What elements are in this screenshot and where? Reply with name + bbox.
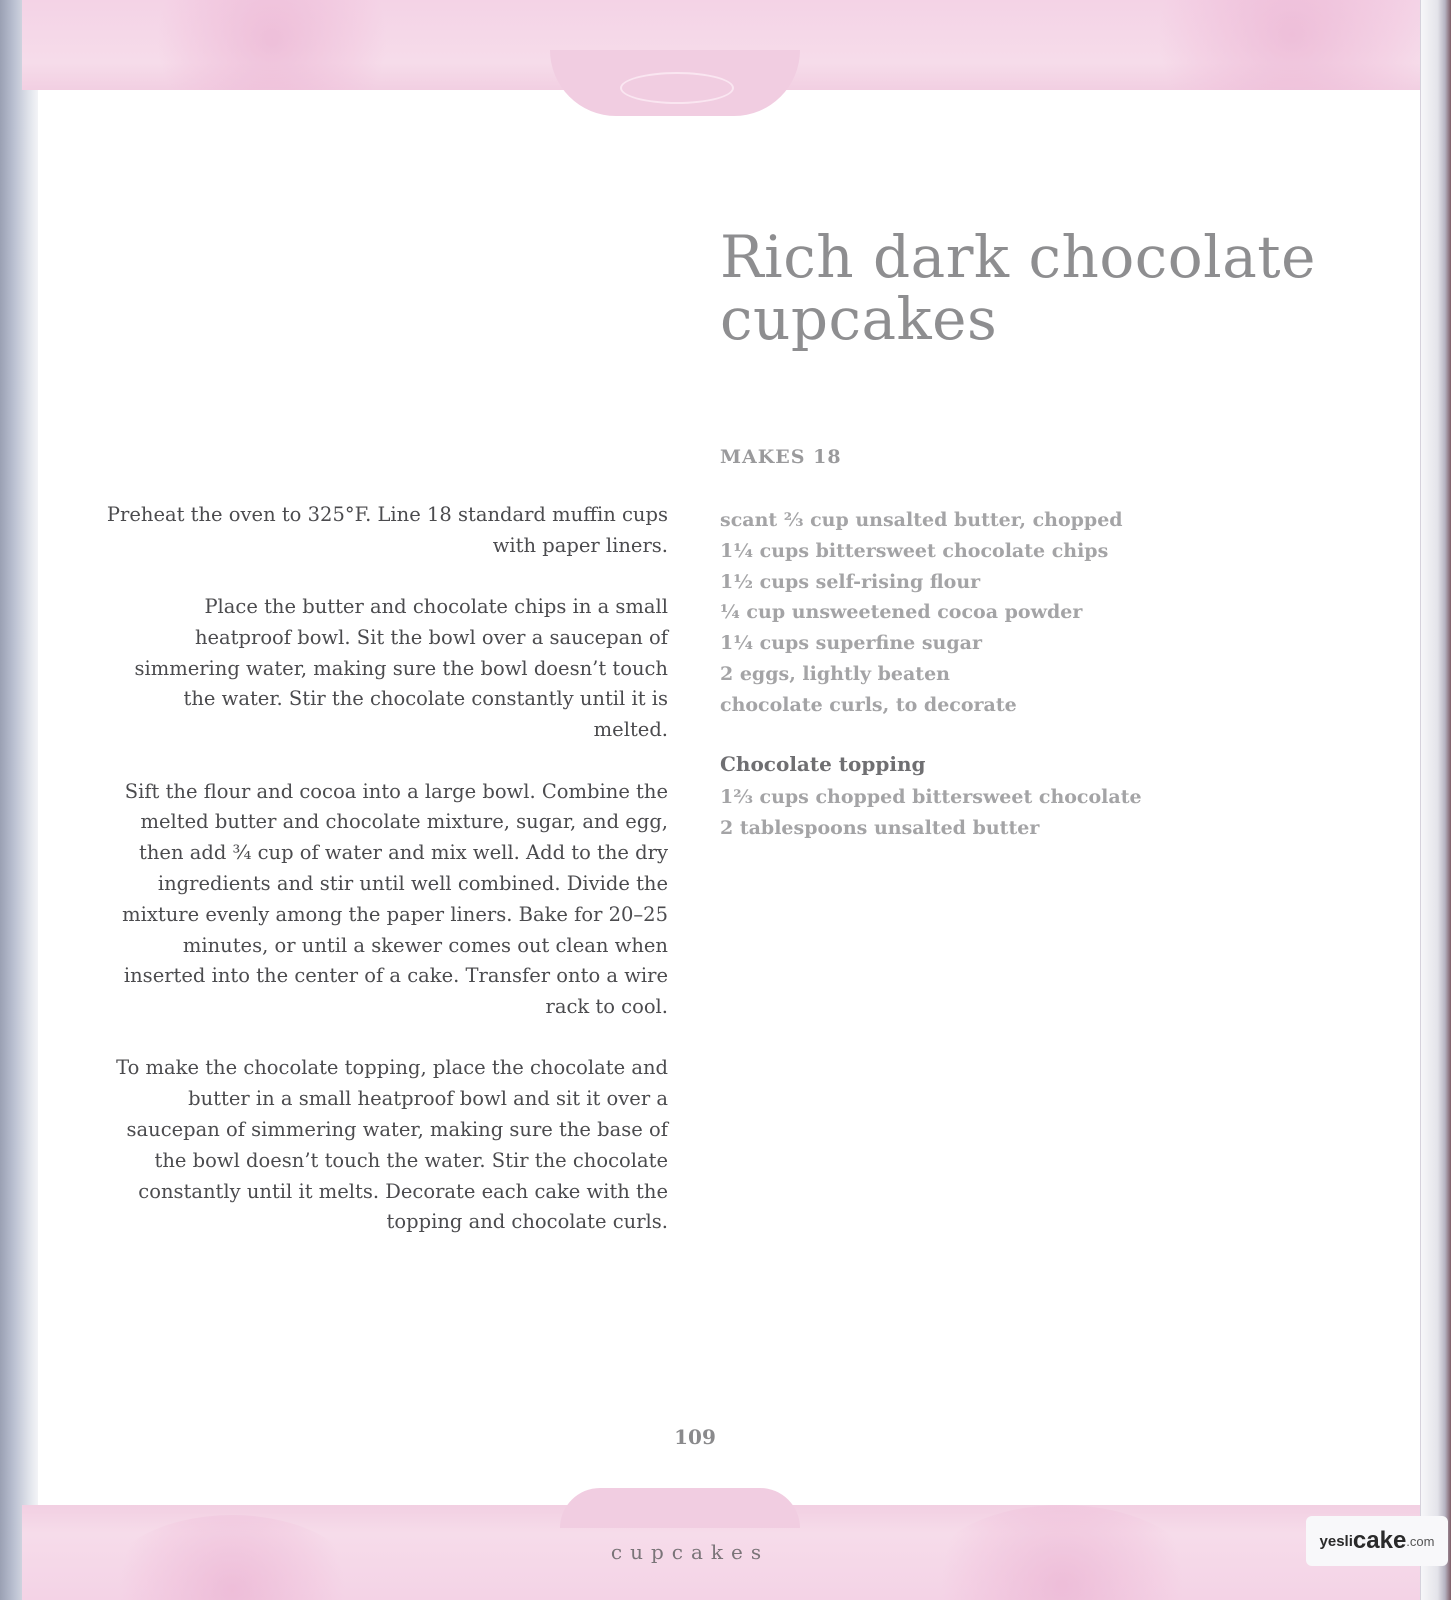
method-step: Preheat the oven to 325°F. Line 18 standard muffin cups with paper liners. bbox=[106, 503, 668, 557]
ingredient-item: 1½ cups self-rising flour bbox=[720, 570, 981, 593]
flower-decoration bbox=[142, 0, 402, 90]
page-number: 109 bbox=[674, 1425, 716, 1449]
ingredient-list bbox=[720, 505, 1320, 721]
ingredient-item: 1¼ cups superfine sugar bbox=[720, 632, 982, 655]
flower-decoration bbox=[922, 1505, 1202, 1600]
method-steps bbox=[105, 500, 668, 1238]
method-step: Sift the flour and cocoa into a large bowl. Combine the melted butter and chocolate mixture, sugar, and egg, then add ¾ cup of water and mix well. Add to the dry ingredients and stir until well combined. Divide the mixture evenly among the paper liners. Bake for 20–25 minutes, or until a skewer comes out clean when inserted into the center of a cake. Transfer onto a wire rack to cool. bbox=[122, 779, 668, 1019]
topping-ingredient-list bbox=[720, 782, 1320, 844]
page-edge bbox=[1421, 0, 1451, 1600]
book-spine-shadow bbox=[0, 0, 38, 1600]
watermark-suffix: .com bbox=[1406, 1533, 1435, 1549]
flower-decoration bbox=[1142, 0, 1422, 90]
flower-decoration bbox=[102, 1515, 362, 1600]
section-footer: cupcakes bbox=[610, 1540, 770, 1564]
ornament-flourish bbox=[620, 72, 734, 104]
ingredient-item: 2 eggs, lightly beaten bbox=[720, 662, 950, 685]
ingredient-item: 1¼ cups bittersweet chocolate chips bbox=[720, 539, 1109, 562]
ingredient-item: chocolate curls, to decorate bbox=[720, 693, 1017, 716]
topping-heading: Chocolate topping bbox=[720, 752, 926, 776]
yield-label: MAKES 18 bbox=[720, 446, 842, 468]
watermark-logo bbox=[1306, 1516, 1448, 1566]
topping-ingredient-item: 2 tablespoons unsalted butter bbox=[720, 816, 1040, 839]
ingredient-item: ¼ cup unsweetened cocoa powder bbox=[720, 601, 1083, 624]
recipe-title: Rich dark chocolate cupcakes bbox=[720, 223, 1316, 353]
method-step: Place the butter and chocolate chips in a small heatproof bowl. Sit the bowl over a saucepan of simmering water, making sure the bowl doesn’t touch the water. Stir the chocolate constantly until it is melted. bbox=[134, 595, 668, 742]
method-step: To make the chocolate topping, place the chocolate and butter in a small heatproof bowl and sit it over a saucepan of simmering water, making sure the base of the bowl doesn’t touch the water. Stir the chocolate constantly until it melts. Decorate each cake with the topping and chocolate curls. bbox=[116, 1056, 668, 1234]
bottom-ornament bbox=[560, 1488, 800, 1528]
topping-ingredient-item: 1⅔ cups chopped bittersweet chocolate bbox=[720, 786, 1142, 808]
watermark-mark: cake bbox=[1352, 1527, 1407, 1554]
watermark-prefix: yesli bbox=[1319, 1532, 1353, 1550]
ingredient-item: scant ⅔ cup unsalted butter, chopped bbox=[720, 509, 1123, 531]
